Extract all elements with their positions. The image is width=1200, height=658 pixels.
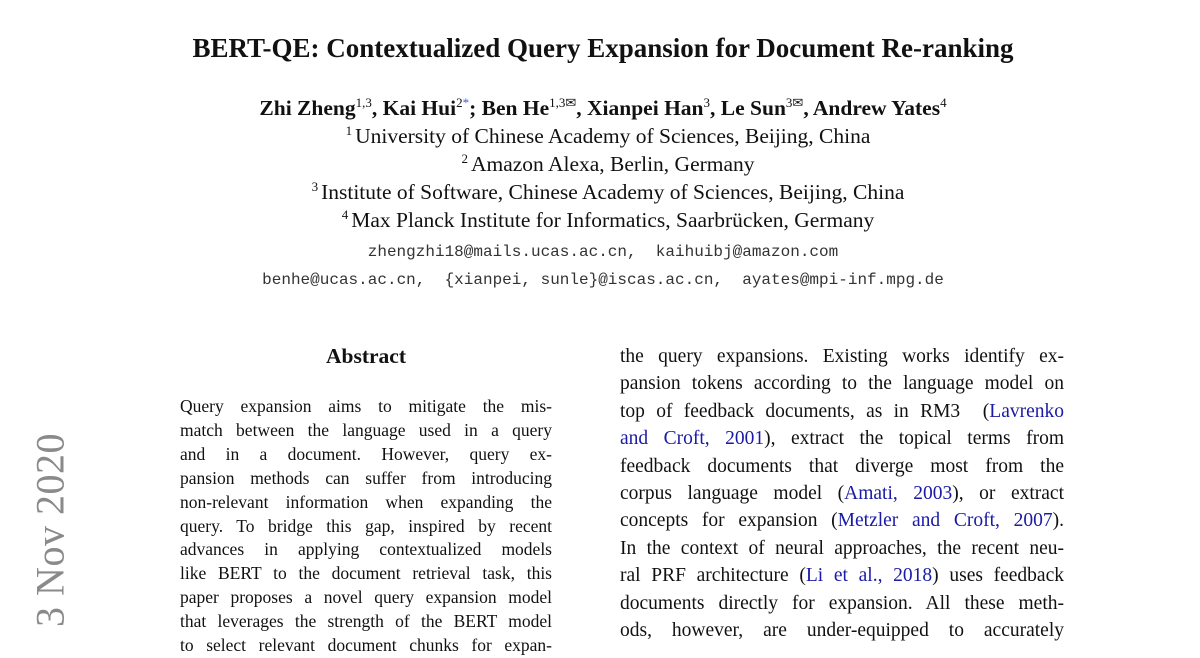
citation-link[interactable]: Amati, 2003 bbox=[844, 483, 953, 505]
body-text-line bbox=[620, 370, 1064, 397]
abstract-line: Query expansion aims to mitigate the mis- bbox=[180, 396, 552, 416]
body-text-line bbox=[620, 480, 1064, 507]
affiliation-text: University of Chinese Academy of Sciences, Beijing, China bbox=[355, 124, 871, 148]
citation-link[interactable]: and Croft, 2001 bbox=[620, 428, 765, 450]
affiliation-line bbox=[0, 178, 1200, 206]
author-name: Zhi Zheng bbox=[259, 96, 356, 120]
body-text-segment: In the context of neural approaches, the recent neu- bbox=[620, 537, 1064, 559]
abstract-line: to select relevant document chunks for expan- bbox=[180, 635, 552, 656]
author-marks: 3✉ bbox=[785, 95, 804, 110]
abstract-line: match between the language used in a query bbox=[180, 419, 552, 440]
abstract-line: advances in applying contextualized models bbox=[180, 539, 552, 560]
body-text-segment: documents directly for expansion. All these meth- bbox=[620, 592, 1064, 614]
body-text-segment: concepts for expansion ( bbox=[620, 510, 838, 532]
body-text-segment: ). bbox=[1052, 510, 1064, 532]
body-text-segment: feedback documents that diverge most from the bbox=[620, 455, 1064, 477]
affiliation-text: Amazon Alexa, Berlin, Germany bbox=[470, 152, 755, 176]
body-text-segment: ), or extract bbox=[952, 483, 1064, 505]
affiliation-number: 1 bbox=[345, 123, 353, 138]
abstract-line: and in a document. However, query ex- bbox=[180, 443, 552, 464]
body-text-line bbox=[620, 562, 1064, 589]
body-text-segment: top of feedback documents, as in RM3 ( bbox=[620, 400, 990, 422]
body-text-line bbox=[620, 590, 1064, 617]
author-emails-line: benhe@ucas.ac.cn, {xianpei, sunle}@iscas.ac.cn, ayates@mpi-inf.mpg.de bbox=[262, 271, 944, 289]
author-name: Andrew Yates bbox=[812, 96, 941, 120]
body-text-line bbox=[620, 398, 1064, 425]
author-marks: 1,3 bbox=[355, 95, 372, 110]
affiliation-number: 2 bbox=[461, 151, 468, 166]
paper-title: BERT-QE: Contextualized Query Expansion for Document Re-ranking bbox=[192, 33, 1014, 63]
author-marks: 4 bbox=[940, 95, 947, 110]
affiliation-text: Institute of Software, Chinese Academy of Sciences, Beijing, China bbox=[321, 180, 905, 204]
affiliation-text: Max Planck Institute for Informatics, Saarbrücken, Germany bbox=[351, 208, 875, 232]
citation-link[interactable]: Lavrenko bbox=[989, 400, 1064, 422]
body-text-line bbox=[620, 617, 1064, 644]
author-name: Le Sun bbox=[720, 96, 786, 120]
author-emails-line: zhengzhi18@mails.ucas.ac.cn, kaihuibj@amazon.com bbox=[367, 243, 839, 261]
abstract-line: non-relevant information when expanding the bbox=[180, 491, 552, 512]
introduction-column bbox=[620, 343, 1064, 644]
author-list: Zhi Zheng$^{1,3}$, Kai Hui$^{2*}$; Ben $He^{1,3✉}$, Xianpei Han$^3$, Le Sun$^{3✉}$, Andrew Yates$^4$ bbox=[259, 95, 947, 120]
body-text-segment: the query expansions. Existing works identify ex- bbox=[620, 346, 1064, 367]
abstract-line: query. To bridge this gap, inspired by recent bbox=[180, 515, 552, 536]
body-text-segment: ) uses feedback bbox=[932, 565, 1064, 587]
body-text-segment: ods, however, are under-equipped to accurately bbox=[620, 620, 1064, 642]
author-marks: 1,3✉ bbox=[549, 95, 577, 110]
author-name: Kai Hui bbox=[382, 96, 457, 120]
body-text-line bbox=[620, 425, 1064, 452]
body-text-segment: pansion tokens according to the language model on bbox=[620, 373, 1064, 395]
citation-link[interactable]: Metzler and Croft, 2007 bbox=[837, 510, 1053, 532]
arxiv-date-text: 3 Nov 2020 bbox=[27, 433, 73, 627]
citation-link[interactable]: Li et al., 2018 bbox=[805, 565, 933, 587]
author-marks: 3 bbox=[703, 95, 711, 110]
author-name: Xianpei Han bbox=[587, 96, 704, 120]
body-text-line bbox=[620, 535, 1064, 562]
abstract-line: that leverages the strength of the BERT model bbox=[180, 611, 552, 632]
abstract-line: pansion methods can suffer from introducing bbox=[180, 467, 552, 488]
author-note-mark[interactable]: * bbox=[462, 95, 470, 110]
abstract-heading: Abstract bbox=[325, 344, 406, 368]
body-text-line bbox=[620, 343, 1064, 370]
body-text-segment: corpus language model ( bbox=[620, 483, 845, 505]
body-text-line bbox=[620, 453, 1064, 480]
author-name: Ben He bbox=[481, 96, 550, 120]
body-text-segment: ral PRF architecture ( bbox=[620, 565, 806, 587]
body-text-segment: ), extract the topical terms from bbox=[764, 428, 1064, 450]
abstract-line: paper proposes a novel query expansion model bbox=[180, 587, 552, 608]
body-text-line bbox=[620, 507, 1064, 534]
abstract-line: like BERT to the document retrieval task, this bbox=[180, 563, 552, 584]
affiliation-line bbox=[0, 122, 1200, 150]
affiliation-number: 3 bbox=[311, 179, 319, 194]
affiliation-line bbox=[0, 150, 1200, 178]
affiliation-line bbox=[0, 206, 1200, 234]
arxiv-date-stamp bbox=[28, 434, 72, 626]
author-marks: 2 bbox=[456, 95, 463, 110]
abstract-body bbox=[180, 395, 552, 658]
affiliation-number: 4 bbox=[341, 207, 349, 222]
